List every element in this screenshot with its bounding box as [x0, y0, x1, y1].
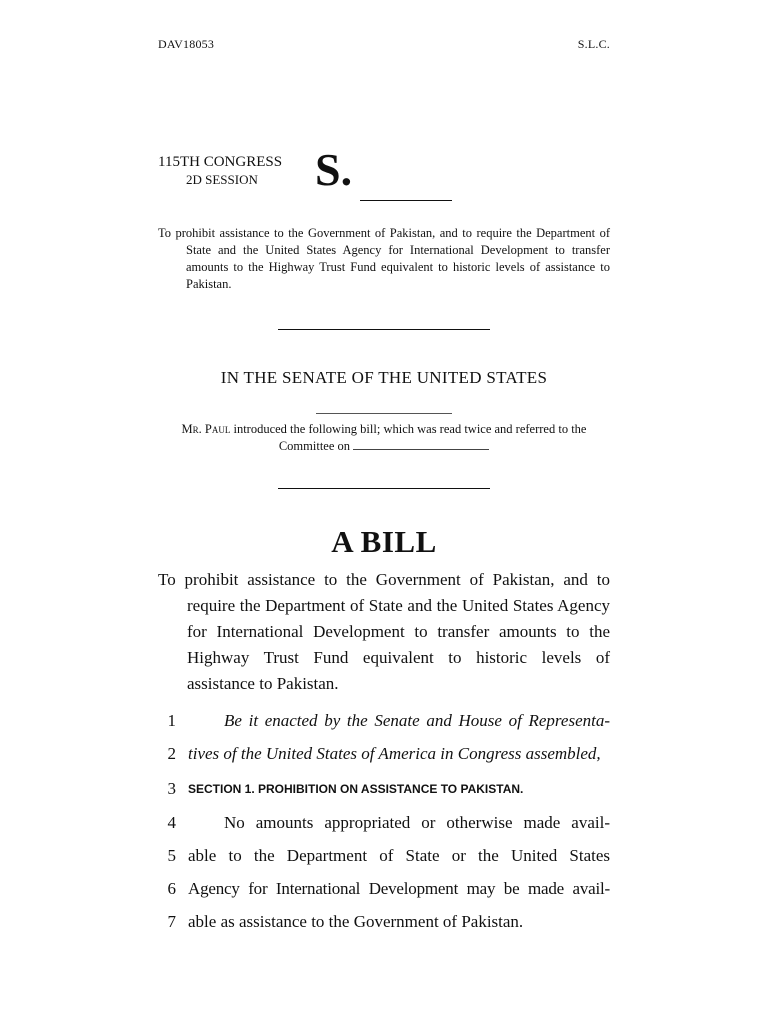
- line-number: 5: [167, 846, 176, 865]
- introduction-statement: [158, 421, 610, 455]
- line-number: 6: [167, 879, 176, 898]
- short-title: To prohibit assistance to the Government of Pakistan, and to require the Department of State and the United States Agency for International Development to transfer amounts to the Highway Trust Fund equivalent to historic levels of assistance to Pakistan.: [158, 226, 610, 291]
- divider-bottom: [278, 488, 490, 489]
- document-code: DAV18053: [158, 37, 215, 51]
- line-number: 2: [167, 744, 176, 763]
- bill-number-blank: [360, 200, 452, 201]
- line-text: able as assistance to the Government of Pakistan.: [188, 912, 524, 931]
- divider-thin: [316, 413, 452, 414]
- line-text: No amounts appropriated or otherwise made avail-: [224, 813, 610, 832]
- bill-line: [0, 879, 768, 912]
- bill-line: [0, 813, 768, 846]
- session-label: 2D SESSION: [186, 172, 258, 187]
- long-title: To prohibit assistance to the Government of Pakistan, and to require the Department of State and the United States Agency for International Development to transfer amounts to the Highway Trust Fund equivalent to historic levels of assistance to Pakistan.: [158, 570, 610, 693]
- line-text: tives of the United States of America in Congress assembled,: [188, 744, 601, 763]
- bill-heading: A BILL: [331, 524, 437, 559]
- congress-number: 115TH CONGRESS: [158, 154, 283, 170]
- line-number: 1: [167, 711, 176, 730]
- bill-line: [0, 779, 768, 812]
- introduction-text: introduced the following bill; which was read twice and referred to the Committee on: [233, 422, 587, 453]
- committee-blank: [353, 438, 489, 450]
- sponsor-name: Mr. Paul: [181, 422, 231, 436]
- divider-top: [278, 329, 490, 330]
- bill-line: [0, 846, 768, 879]
- document-classification: S.L.C.: [577, 37, 610, 51]
- line-text: able to the Department of State or the United States: [188, 846, 610, 865]
- bill-line: [0, 912, 768, 945]
- line-number: 7: [167, 912, 176, 931]
- line-text: Be it enacted by the Senate and House of Representa-: [224, 711, 610, 730]
- line-number: 3: [167, 779, 176, 798]
- line-number: 4: [167, 813, 176, 832]
- chamber-heading: IN THE SENATE OF THE UNITED STATES: [220, 368, 548, 387]
- bill-prefix: S.: [315, 144, 353, 195]
- section-heading: SECTION 1. PROHIBITION ON ASSISTANCE TO PAKISTAN.: [188, 782, 524, 796]
- bill-line: [0, 744, 768, 777]
- bill-line: [0, 711, 768, 744]
- line-text: Agency for International Development may be made avail-: [188, 879, 610, 898]
